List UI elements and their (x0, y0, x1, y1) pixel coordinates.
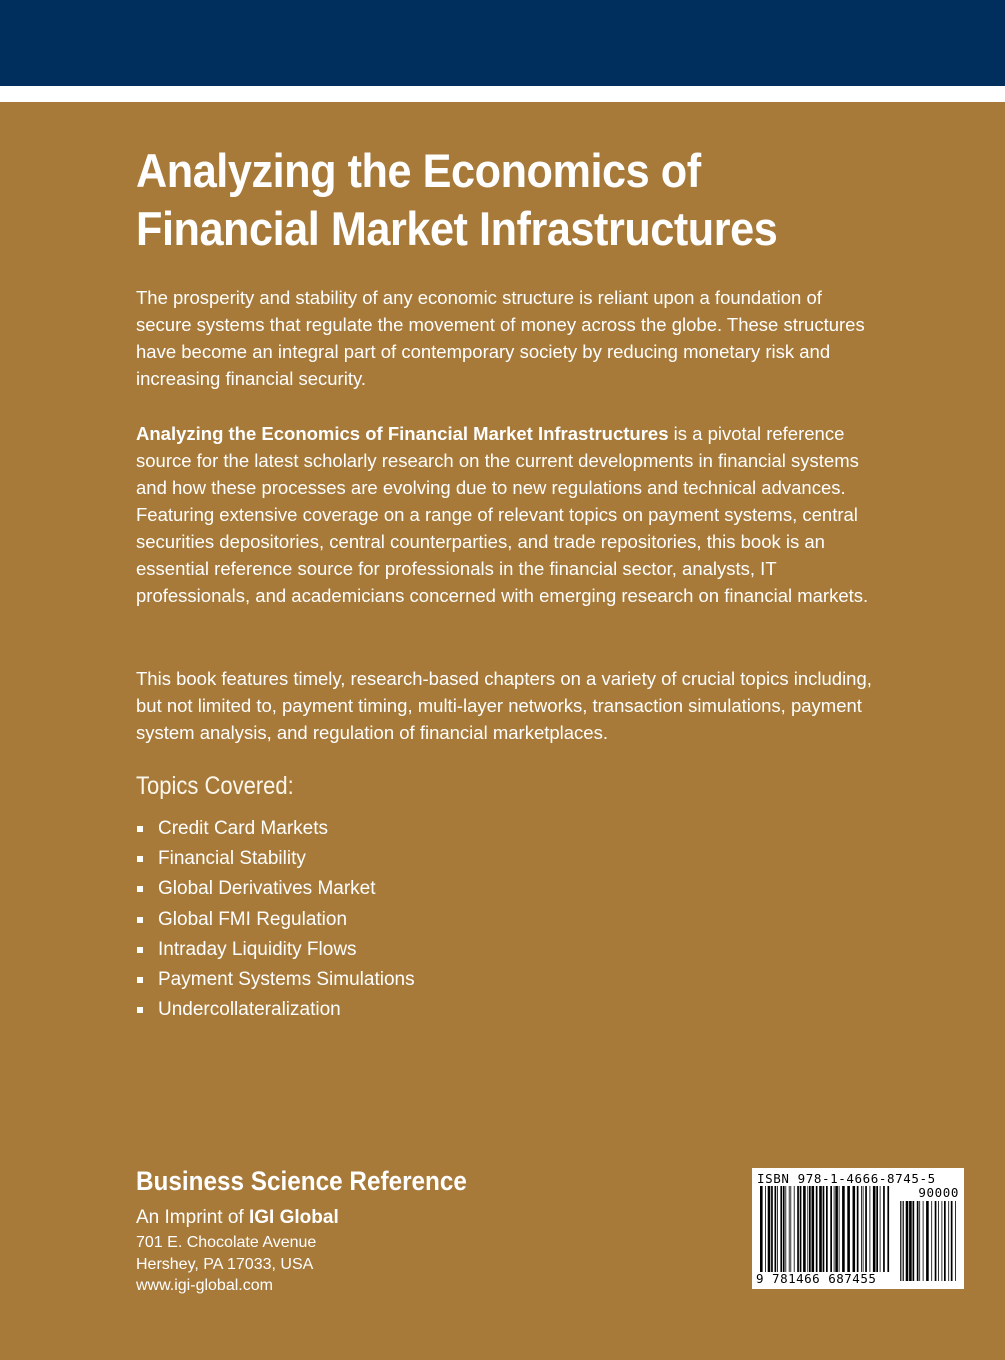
list-item (136, 905, 415, 935)
topic-label: Undercollateralization (158, 999, 341, 1021)
list-item (136, 965, 415, 995)
topic-label: Financial Stability (158, 848, 306, 870)
price-code: 90000 (918, 1185, 959, 1200)
book-title-line-2: Financial Market Infrastructures (136, 202, 778, 255)
topic-label: Credit Card Markets (158, 818, 328, 839)
publisher-address (136, 1232, 316, 1297)
square-bullet-icon (137, 826, 143, 832)
square-bullet-icon (137, 947, 143, 953)
topic-label: Global FMI Regulation (158, 908, 348, 930)
topic-label: Global Derivatives Market (158, 878, 376, 900)
description-paragraph-2 (136, 420, 876, 609)
list-item (136, 874, 415, 904)
back-cover-panel (0, 102, 1005, 1360)
square-bullet-icon (137, 886, 143, 892)
list-item (136, 995, 415, 1025)
imprint-name: Business Science Reference (136, 1166, 467, 1196)
list-item (136, 935, 415, 965)
topics-heading: Topics Covered: (136, 772, 294, 800)
description-paragraph-1: The prosperity and stability of any economic structure is reliant upon a foundation of secure systems that regulate the movement of money across the globe. These structures have become an integral part of contemporary society by reducing monetary risk and increasing financial security. (136, 287, 865, 389)
square-bullet-icon (137, 856, 143, 862)
topic-label: Payment Systems Simulations (158, 968, 415, 990)
square-bullet-icon (137, 917, 143, 923)
isbn-label: ISBN 978-1-4666-8745-5 (757, 1171, 936, 1186)
top-color-band (0, 0, 1005, 86)
topics-list (136, 814, 415, 1025)
list-item (136, 844, 415, 874)
topic-label: Intraday Liquidity Flows (158, 938, 357, 960)
address-city: Hershey, PA 17033, USA (136, 1255, 314, 1273)
imprint-prefix: An Imprint of (136, 1207, 249, 1228)
isbn-barcode (752, 1168, 964, 1289)
description-book-title: Analyzing the Economics of Financial Market Infrastructures (136, 423, 669, 444)
imprint-line (136, 1205, 339, 1231)
list-item (136, 814, 415, 844)
square-bullet-icon (137, 977, 143, 983)
description-paragraph-2-text: is a pivotal reference source for the latest scholarly research on the current developments in financial systems and how these processes are evolving due to new regulations and technical advances. Featuring extensive coverage on a range of relevant topics on payment systems, central securities depositories, central counterparties, and trade repositories, this book is an essential reference source for professionals in the financial sector, analysts, IT professionals, and academicians concerned with emerging research on financial markets. (136, 423, 869, 606)
description-paragraph-3: This book features timely, research-based chapters on a variety of crucial topics including, but not limited to, payment timing, multi-layer networks, transaction simulations, payment system analysis, and regulation of financial marketplaces. (136, 668, 872, 743)
barcode-bars-icon (760, 1186, 890, 1272)
book-title-line-1: Analyzing the Economics of (136, 144, 701, 197)
barcode-addon-bars-icon (900, 1201, 958, 1281)
barcode-digits: 9 781466 687455 (756, 1271, 877, 1286)
publisher-website: www.igi-global.com (136, 1277, 273, 1294)
square-bullet-icon (137, 1007, 143, 1013)
address-street: 701 E. Chocolate Avenue (136, 1234, 317, 1251)
book-title (136, 142, 872, 258)
publisher-name: IGI Global (249, 1207, 339, 1228)
